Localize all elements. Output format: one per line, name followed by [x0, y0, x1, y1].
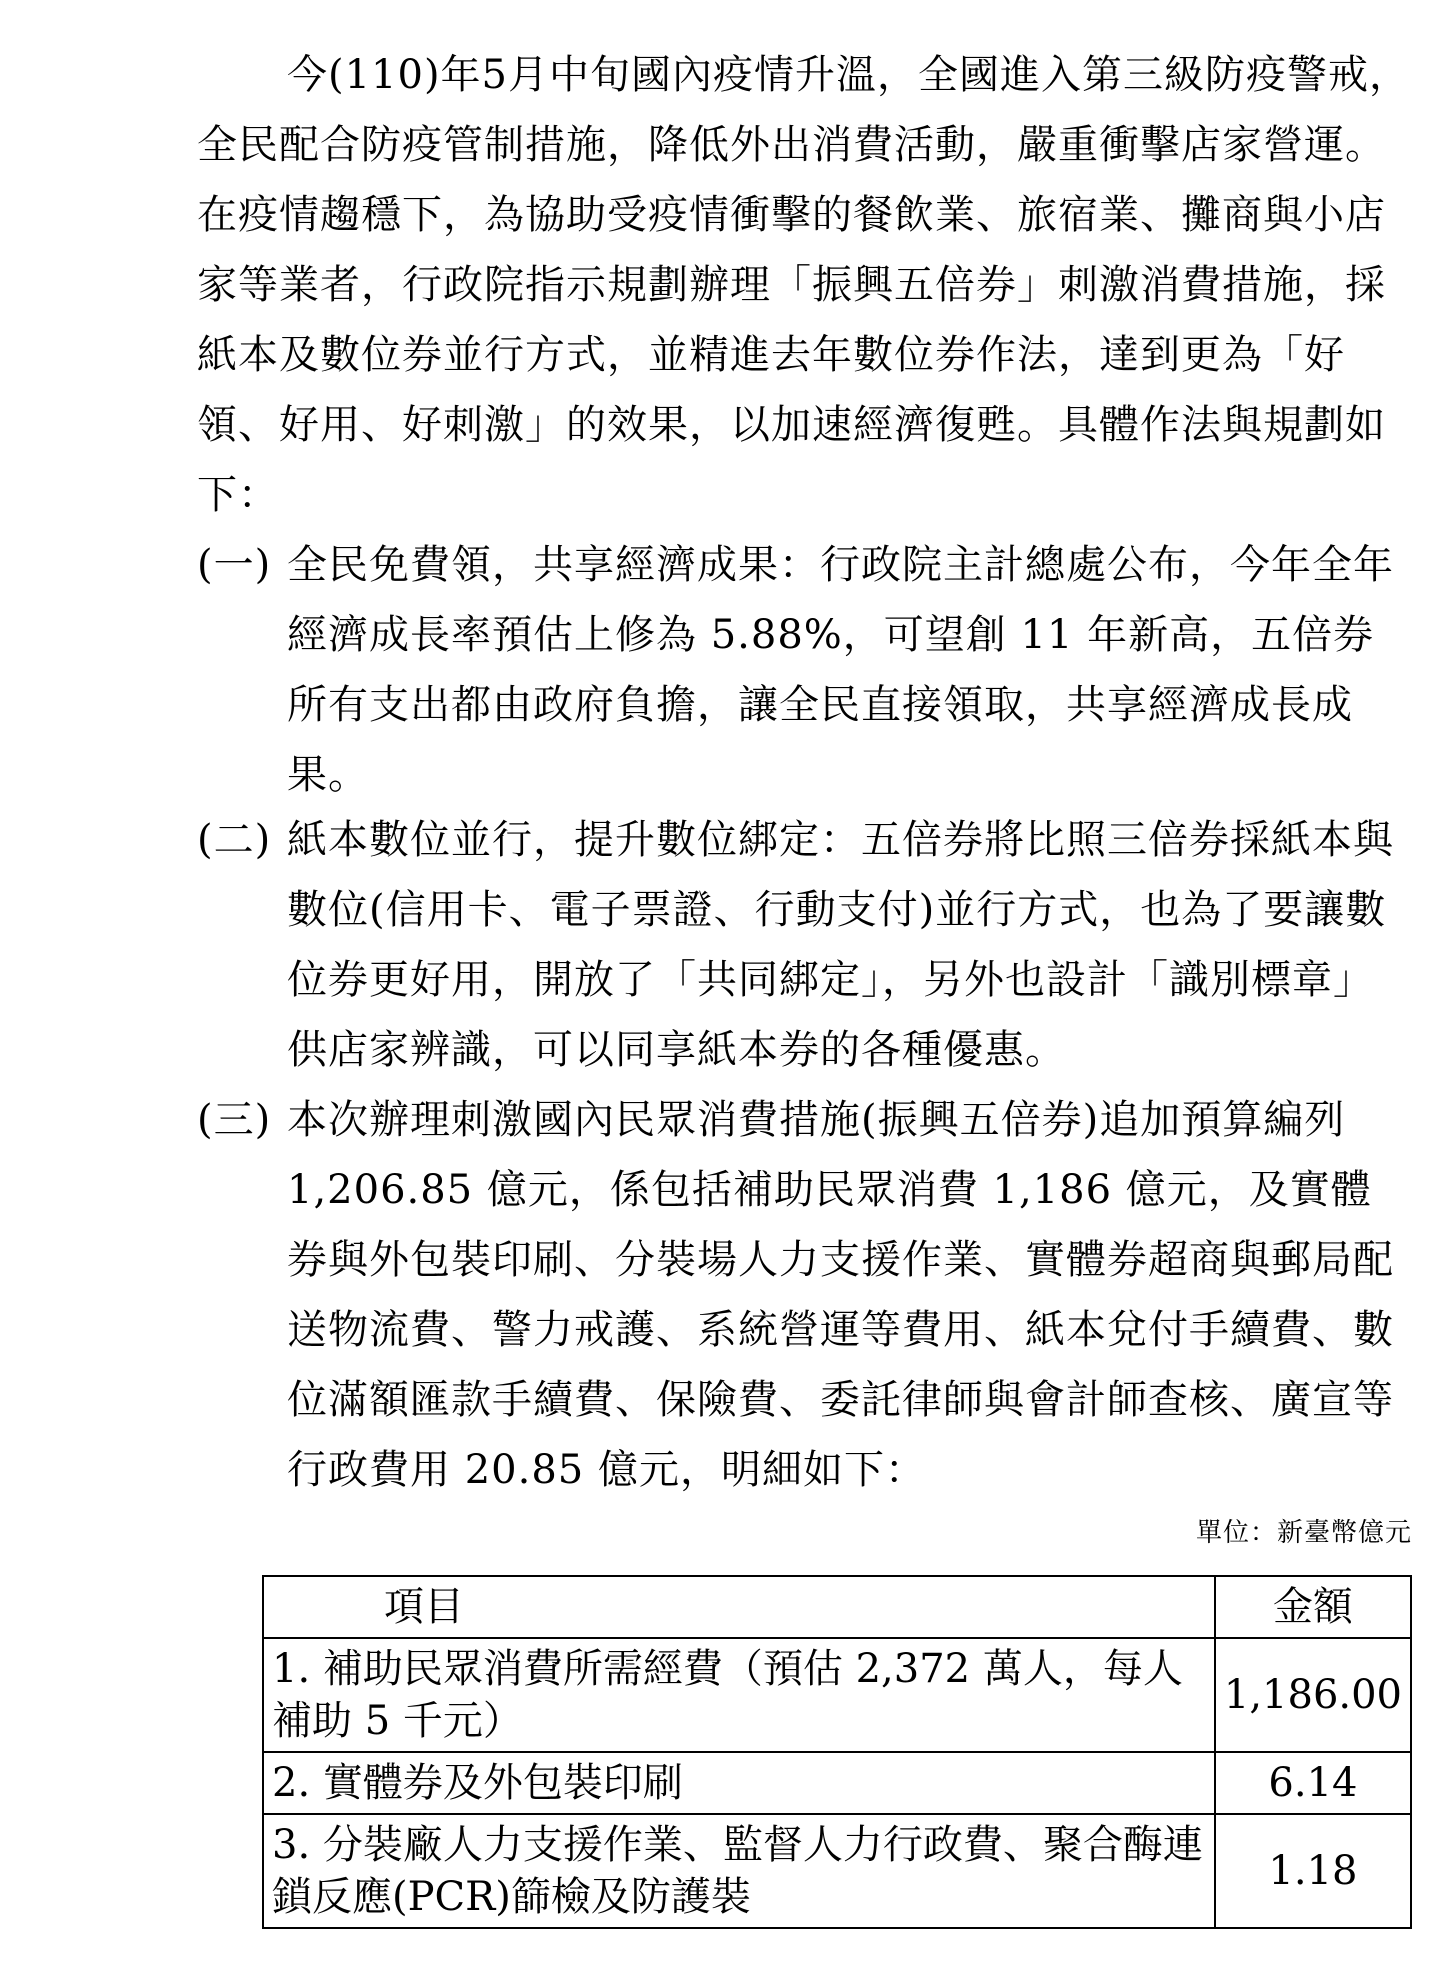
- table-row: [263, 1752, 1411, 1814]
- list-item: [197, 805, 1412, 1085]
- row-item: 2. 實體券及外包裝印刷: [263, 1752, 1215, 1814]
- table-header-row: [263, 1576, 1411, 1638]
- item-number: (二): [197, 817, 272, 863]
- item-number: (一): [197, 542, 272, 588]
- list-item: [197, 530, 1412, 810]
- item-text: 本次辦理刺激國內民眾消費措施(振興五倍券)追加預算編列 1,206.85 億元，係包括補助民眾消費 1,186 億元，及實體券與外包裝印刷、分裝場人力支援作業、實體券超商與郵局配送物流費、警力戒護、系統營運等費用、紙本兌付手續費、數位滿額匯款手續費、保險費、委託律師與會計師查核、廣宣等行政費用 20.85 億元，明細如下：: [287, 1097, 1394, 1493]
- list-item: [197, 1085, 1412, 1505]
- item-text: 全民免費領，共享經濟成果：行政院主計總處公布，今年全年經濟成長率預估上修為 5.88%，可望創 11 年新高，五倍券所有支出都由政府負擔，讓全民直接領取，共享經濟成長成果。: [287, 542, 1394, 798]
- row-item: 3. 分裝廠人力支援作業、監督人力行政費、聚合酶連鎖反應(PCR)篩檢及防護裝: [263, 1814, 1215, 1928]
- header-amount: 金額: [1215, 1576, 1411, 1638]
- row-amount: 1,186.00: [1215, 1638, 1411, 1752]
- row-item: 1. 補助民眾消費所需經費（預估 2,372 萬人，每人補助 5 千元）: [263, 1638, 1215, 1752]
- budget-table: [262, 1575, 1412, 1929]
- item-number: (三): [197, 1097, 272, 1143]
- unit-label: 單位：新臺幣億元: [1195, 1518, 1412, 1547]
- intro-paragraph: 今(110)年5月中旬國內疫情升溫，全國進入第三級防疫警戒，全民配合防疫管制措施，降低外出消費活動，嚴重衝擊店家營運。在疫情趨穩下，為協助受疫情衝擊的餐飲業、旅宿業、攤商與小店家等業者，行政院指示規劃辦理「振興五倍券」刺激消費措施，採紙本及數位券並行方式，並精進去年數位券作法，達到更為「好領、好用、好刺激」的效果，以加速經濟復甦。具體作法與規劃如下：: [197, 52, 1411, 518]
- row-amount: 6.14: [1215, 1752, 1411, 1814]
- header-item: 項目: [263, 1576, 1215, 1638]
- table-row: [263, 1638, 1411, 1752]
- item-text: 紙本數位並行，提升數位綁定：五倍券將比照三倍券採紙本與數位(信用卡、電子票證、行動支付)並行方式，也為了要讓數位券更好用，開放了「共同綁定」，另外也設計「識別標章」供店家辨識，可以同享紙本券的各種優惠。: [287, 817, 1394, 1073]
- table-row: [263, 1814, 1411, 1928]
- row-amount: 1.18: [1215, 1814, 1411, 1928]
